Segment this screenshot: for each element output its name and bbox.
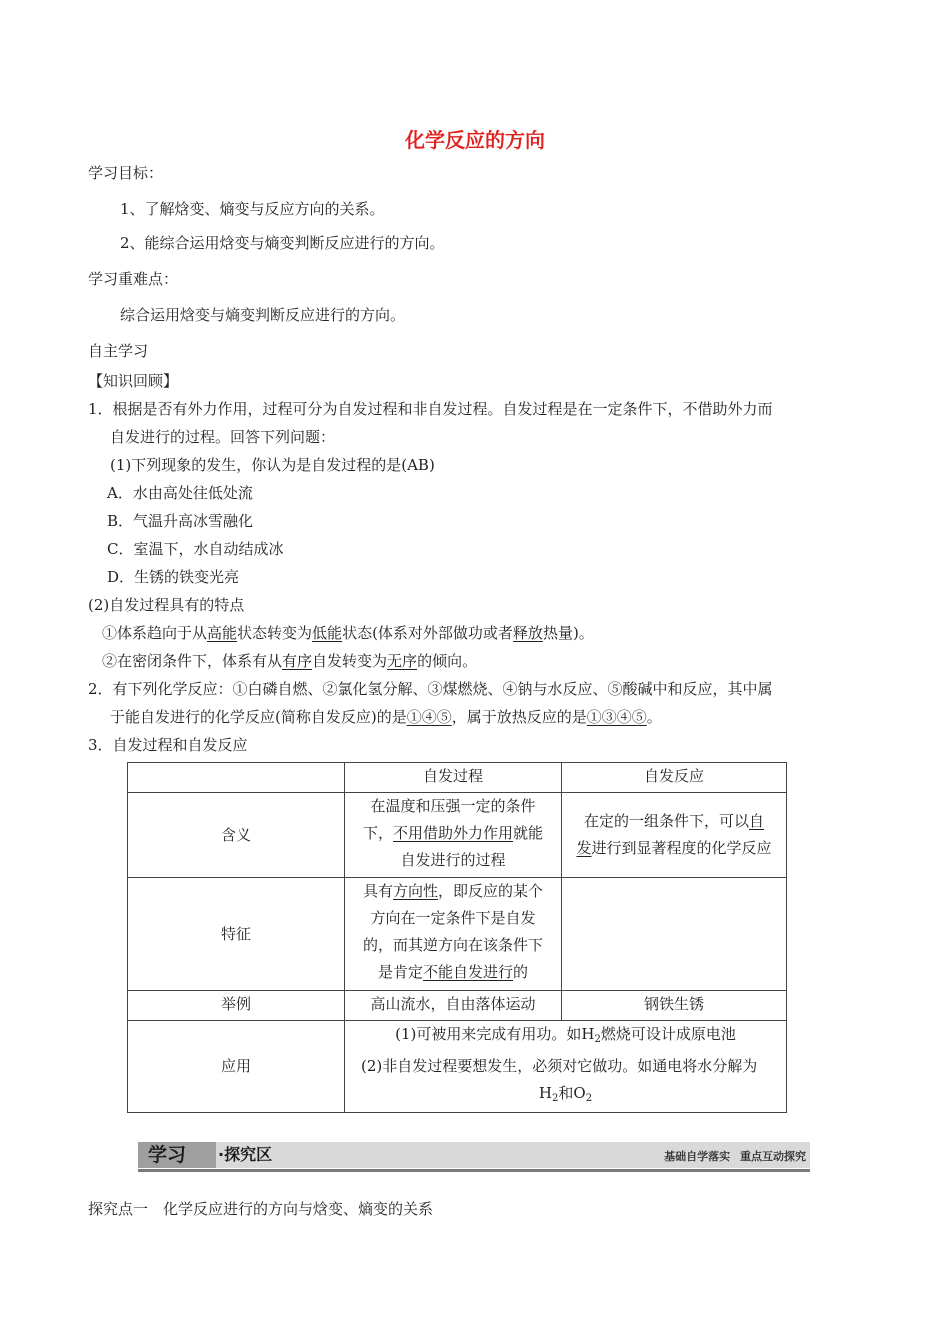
- table-row: [128, 1021, 787, 1113]
- table-row: [128, 991, 787, 1021]
- header-reaction: 自发反应: [562, 763, 787, 793]
- table-row: [128, 763, 787, 793]
- example-reaction: 钢铁生锈: [562, 991, 787, 1021]
- option-d: D．生锈的铁变光亮: [107, 568, 240, 586]
- banner-subtitle: 基础自学落实 重点互动探究: [664, 1150, 806, 1163]
- q1-sub2: (2)自发过程具有的特点: [88, 596, 245, 614]
- goals-heading: 学习目标：: [88, 164, 164, 182]
- option-a: A．水由高处往低处流: [107, 484, 253, 502]
- table-row: [128, 793, 787, 878]
- banner-label-explore: ·探究区: [218, 1145, 273, 1164]
- row-label-application: 应用: [128, 1021, 345, 1113]
- table-corner-cell: [128, 763, 345, 793]
- row-label-feature: 特征: [128, 878, 345, 991]
- q2-line1: 2．有下列化学反应：①白磷自燃、②氯化氢分解、③煤燃烧、④钠与水反应、⑤酸碱中和反应，其中属: [88, 680, 773, 698]
- application-content: (1)可被用来完成有用功。如$H_2$燃烧可设计成原电池 (2)非自发过程要想发生，必须对它做功。如通电将水分解为 $H_2$和$O_2$: [345, 1021, 787, 1113]
- feature-1: ①体系趋向于从高能状态转变为低能状态(体系对外部做功或者释放热量)。: [102, 624, 594, 642]
- q2-line2: 于能自发进行的化学反应(简称自发反应)的是①④⑤，属于放热反应的是①③④⑤。: [110, 708, 662, 726]
- meaning-process: 在温度和压强一定的条件 下，不用借助外力作用就能 自发进行的过程: [345, 793, 562, 878]
- q1-line1: 1．根据是否有外力作用，过程可分为自发过程和非自发过程。自发过程是在一定条件下，不借助外力而: [88, 400, 773, 418]
- banner-label-study: 学习: [148, 1144, 187, 1166]
- q1-line2: 自发进行的过程。回答下列问题：: [110, 428, 336, 446]
- header-process: 自发过程: [345, 763, 562, 793]
- page-title: 化学反应的方向: [405, 128, 545, 152]
- q1-sub1: (1)下列现象的发生，你认为是自发过程的是(AB): [110, 456, 435, 474]
- meaning-reaction: 在定的一组条件下，可以自 发进行到显著程度的化学反应: [562, 793, 787, 878]
- key-points-text: 综合运用焓变与熵变判断反应进行的方向。: [120, 306, 406, 324]
- row-label-example: 举例: [128, 991, 345, 1021]
- feature-2: ②在密闭条件下，体系有从有序自发转变为无序的倾向。: [102, 652, 478, 670]
- example-process: 高山流水，自由落体运动: [345, 991, 562, 1021]
- banner-rule: [138, 1169, 810, 1172]
- table-row: [128, 878, 787, 991]
- self-study-heading: 自主学习: [88, 342, 149, 360]
- goal-item-2: 2、能综合运用焓变与熵变判断反应进行的方向。: [120, 234, 445, 252]
- key-points-heading: 学习重难点：: [88, 270, 179, 288]
- explore-point-1: 探究点一 化学反应进行的方向与焓变、熵变的关系: [88, 1200, 434, 1218]
- comparison-table: [127, 762, 787, 1113]
- feature-process: 具有方向性，即反应的某个 方向在一定条件下是自发 的，而其逆方向在该条件下 是肯定不能自发进行的: [345, 878, 562, 991]
- feature-reaction: [562, 878, 787, 991]
- q3-heading: 3．自发过程和自发反应: [88, 736, 248, 754]
- goal-item-1: 1、了解焓变、熵变与反应方向的关系。: [120, 200, 385, 218]
- option-c: C．室温下，水自动结成冰: [107, 540, 284, 558]
- row-label-meaning: 含义: [128, 793, 345, 878]
- option-b: B．气温升高冰雪融化: [107, 512, 254, 530]
- section-banner: [138, 1138, 810, 1174]
- review-heading: 【知识回顾】: [88, 372, 179, 390]
